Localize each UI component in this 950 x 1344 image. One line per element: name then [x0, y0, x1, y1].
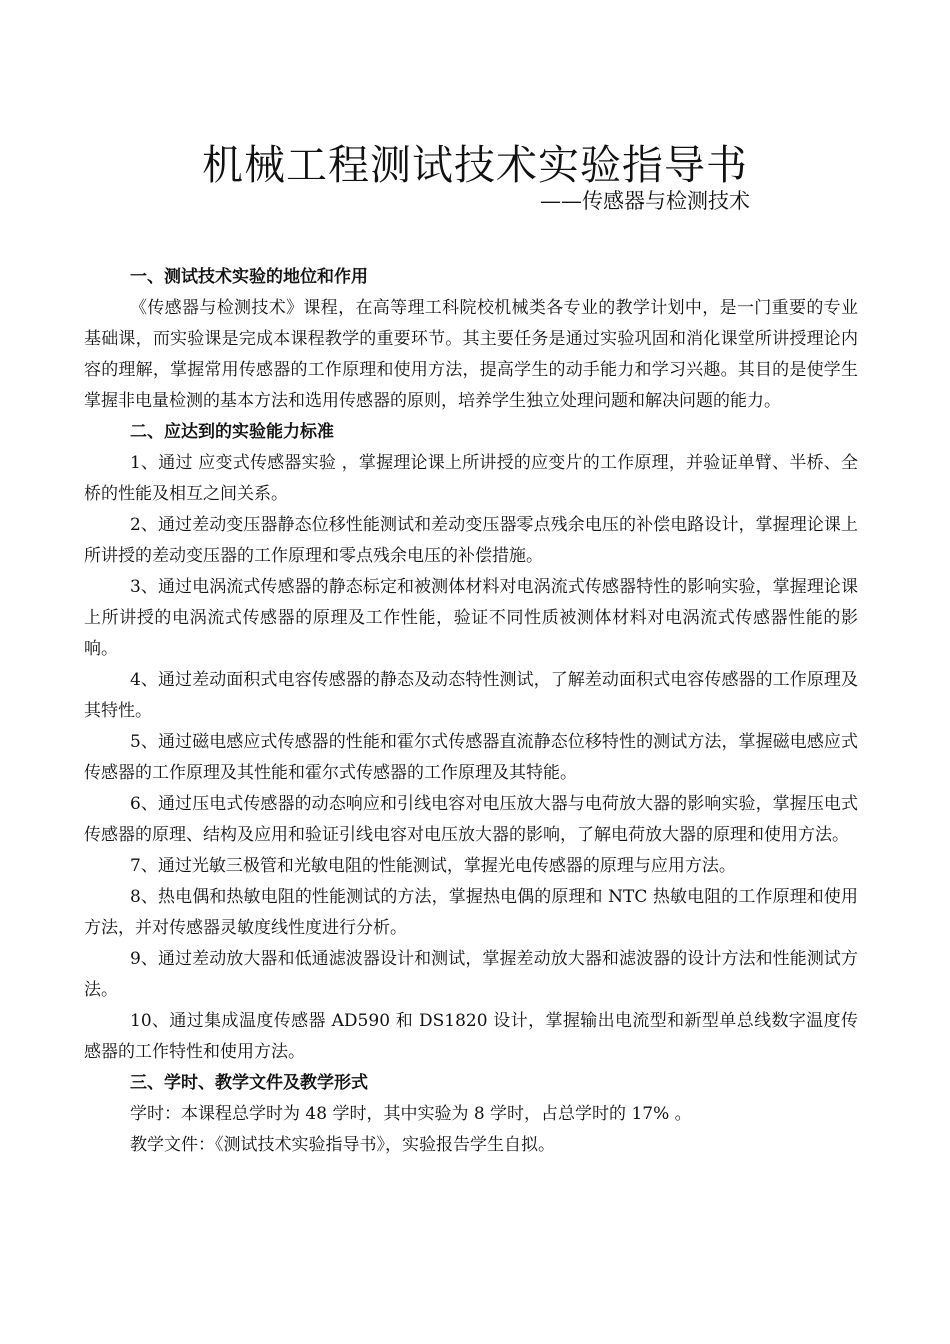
document-subtitle: ——传感器与检测技术: [540, 189, 750, 213]
list-item: 5、通过磁电感应式传感器的性能和霍尔式传感器直流静态位移特性的测试方法，掌握磁电感应式传感器的工作原理及其性能和霍尔式传感器的工作原理及其特能。: [84, 732, 858, 783]
paragraph: 《传感器与检测技术》课程，在高等理工科院校机械类各专业的教学计划中，是一门重要的专业基础课，而实验课是完成本课程教学的重要环节。其主要任务是通过实验巩固和消化课堂所讲授理论内容的理解，掌握常用传感器的工作原理和使用方法，提高学生的动手能力和学习兴趣。其目的是使学生掌握非电量检测的基本方法和选用传感器的原则，培养学生独立处理问题和解决问题的能力。: [84, 298, 858, 411]
section-heading-2: 二、应达到的实验能力标准: [130, 422, 334, 442]
paragraph: 学时：本课程总学时为 48 学时，其中实验为 8 学时，占总学时的 17% 。: [130, 1104, 692, 1124]
list-item: 6、通过压电式传感器的动态响应和引线电容对电压放大器与电荷放大器的影响实验，掌握压电式传感器的原理、结构及应用和验证引线电容对电压放大器的影响，了解电荷放大器的原理和使用方法。: [84, 794, 858, 845]
document-body: [84, 262, 858, 1161]
document-title: 机械工程测试技术实验指导书: [202, 141, 748, 189]
list-item: 9、通过差动放大器和低通滤波器设计和测试，掌握差动放大器和滤波器的设计方法和性能测试方法。: [84, 949, 858, 1000]
list-item: 2、通过差动变压器静态位移性能测试和差动变压器零点残余电压的补偿电路设计，掌握理论课上所讲授的差动变压器的工作原理和零点残余电压的补偿措施。: [84, 515, 858, 566]
list-item: 3、通过电涡流式传感器的静态标定和被测体材料对电涡流式传感器特性的影响实验，掌握理论课上所讲授的电涡流式传感器的原理及工作性能，验证不同性质被测体材料对电涡流式传感器性能的影响。: [84, 577, 858, 659]
list-item: 1、通过 应变式传感器实验 ，掌握理论课上所讲授的应变片的工作原理，并验证单臂、半桥、全桥的性能及相互之间关系。: [84, 453, 858, 504]
section-heading-3: 三、学时、教学文件及教学形式: [130, 1073, 368, 1093]
list-item: 10、通过集成温度传感器 AD590 和 DS1820 设计，掌握输出电流型和新型单总线数字温度传感器的工作特性和使用方法。: [84, 1011, 858, 1062]
paragraph: 教学文件：《测试技术实验指导书》，实验报告学生自拟。: [130, 1135, 555, 1155]
list-item: 7、通过光敏三极管和光敏电阻的性能测试，掌握光电传感器的原理与应用方法。: [130, 856, 736, 876]
list-item: 8、热电偶和热敏电阻的性能测试的方法，掌握热电偶的原理和 NTC 热敏电阻的工作原理和使用方法，并对传感器灵敏度线性度进行分析。: [84, 887, 858, 938]
list-item: 4、通过差动面积式电容传感器的静态及动态特性测试，了解差动面积式电容传感器的工作原理及其特性。: [84, 670, 858, 721]
section-heading-1: 一、测试技术实验的地位和作用: [130, 267, 368, 287]
